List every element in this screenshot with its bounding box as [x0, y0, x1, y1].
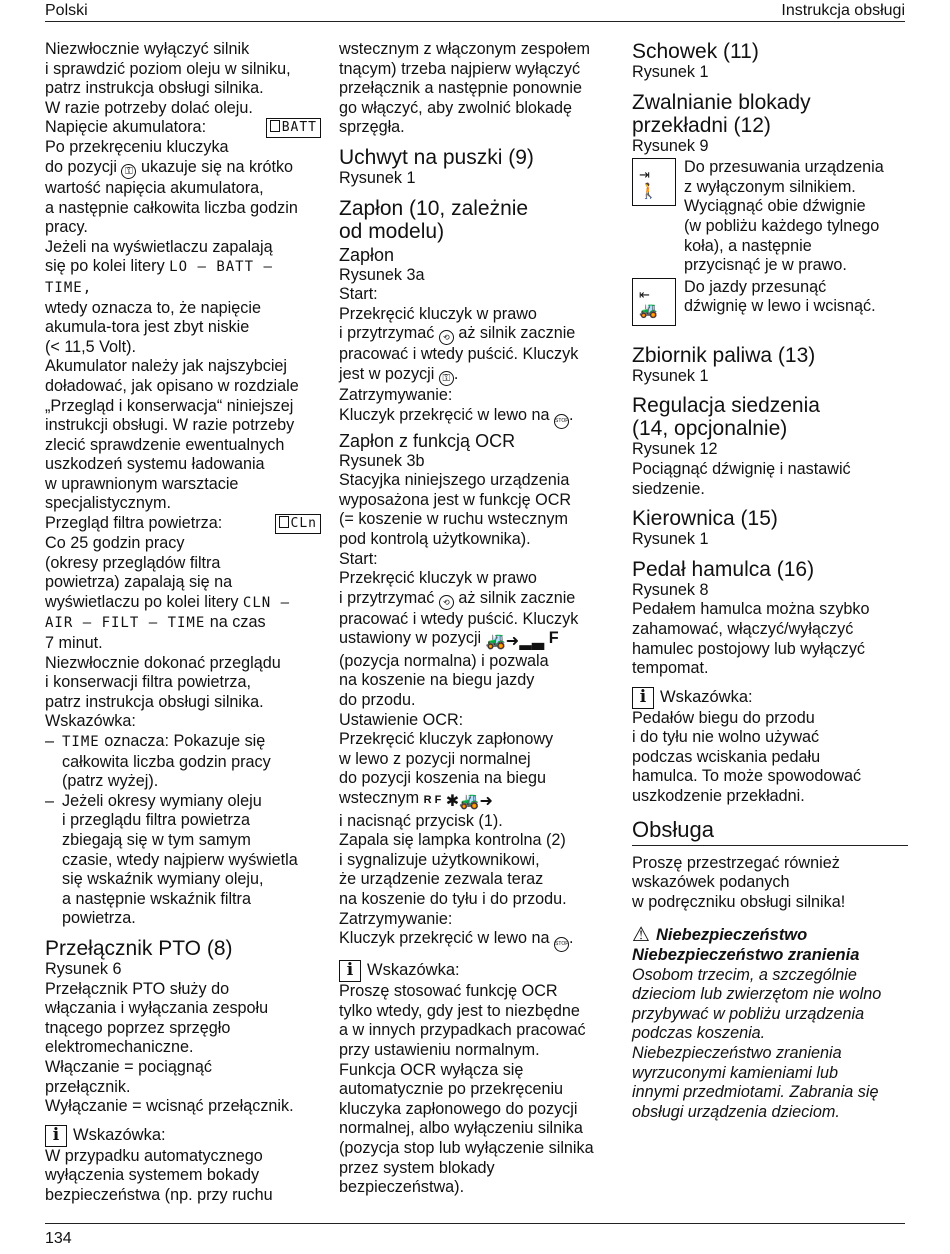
battery-key-text-b: ukazuje się na krótko wartość napięcia akumulatora, a następnie całkowita liczba godzin pracy. [45, 157, 298, 237]
start-text-c: . [453, 364, 459, 383]
note-text: Proszę stosować funkcję OCR tylko wtedy, gdy jest to niezbędne a w innych przypadkach pracować przy ustawieniu normalnym. Funkcja OCR wyłącza się automatycznie po przekręceniu kluczyka zapłonowego do pozycji normalnej, albo wyłączeniu silnika (pozycja stop lub wyłączenie silnika przez system blokady bezpieczeństwa). [339, 982, 594, 1197]
danger-box [632, 926, 908, 1122]
operation-heading: Obsługa [632, 817, 908, 846]
page-header [45, 0, 905, 22]
note-text: W przypadku automatycznego wyłączenia systemem bokady bezpieczeństwa (np. przy ruchu [45, 1146, 273, 1204]
reverse-position-label: R F [423, 794, 442, 807]
brake-figure-ref: Rysunek 8 [632, 580, 709, 599]
battery-voltage-row [45, 118, 321, 138]
filter-lcd-icon [275, 514, 321, 534]
gear-item-1-text: Do przesuwania urządzenia z wyłączonym silnikiem. Wyciągnąć obie dźwignie (w pobliżu każdego tylnego koła), a następnie przycisnąć je w prawo. [684, 158, 884, 275]
mower-reverse-icon: ✱🚜➜ [445, 792, 494, 811]
ocr-stop-text: Kluczyk przekręcić w lewo na STOP. [339, 929, 611, 952]
pto-switch-heading: Przełącznik PTO (8) [45, 936, 233, 960]
fuel-tank-heading: Zbiornik paliwa (13) [632, 343, 816, 367]
time-segment: TIME [62, 734, 100, 750]
ocr-setting-text-b: i nacisnąć przycisk (1). Zapala się lampka kontrolna (2) i sygnalizuje użytkownikowi, że urządzenie zezwala teraz na koszenie do tyłu i do przodu. [339, 811, 567, 908]
note-box [632, 687, 908, 807]
ocr-start-text-c: (pozycja normalna) i pozwala na koszenie na biegu jazdy do przodu. [339, 651, 549, 710]
gear-release-heading: Zwalnianie blokady przekładni (12) [632, 90, 811, 137]
note-box [339, 960, 611, 1198]
can-figure-ref: Rysunek 1 [339, 168, 416, 187]
start-text [339, 305, 611, 386]
steering-wheel-heading: Kierownica (15) [632, 507, 778, 531]
gear-instruction-drive [632, 278, 908, 326]
air-filter-segment-1: CLN – [242, 594, 291, 611]
pto-switch-text: Przełącznik PTO służy do włączania i wyłączania zespołu tnącego poprzez sprzęgło elektromechaniczne. Włączanie = pociągnąć przełącznik. Wyłączanie = wcisnąć przełącznik. [45, 979, 294, 1116]
info-icon: i [632, 687, 654, 709]
note-label: Wskazówka: [660, 687, 753, 706]
ocr-start-text-b: aż silnik zacznie pracować i wtedy puścić. Kluczyk ustawiony w pozycji [339, 588, 579, 648]
page-number: 134 [45, 1230, 72, 1247]
key-position-icon [439, 371, 454, 386]
forward-position-label: F [548, 629, 559, 648]
note-label: Wskazówka: [73, 1125, 166, 1144]
stop-text: Kluczyk przekręcić w lewo na STOP. [339, 406, 611, 429]
brake-pedal-text: Pedałem hamulca można szybko zahamować, włączyć/wyłączyć hamulec postojowy lub wyłączyć tempomat. [632, 600, 870, 678]
battery-charge-text: Akumulator należy jak najszybciej doładować, jak opisano w rozdziale „Przegląd i konserwacja“ niniejszej instrukcji obsługi. W razie potrzeby zlecić sprawdzenie ewentualnych uszkodzeń systemu ładowania w uprawnionym warsztacie specjalistycznym. [45, 357, 299, 513]
push-mower-icon: ⇥ 🚶 [632, 158, 676, 206]
pto-figure-ref: Rysunek 6 [45, 959, 122, 978]
air-filter-text [45, 534, 321, 654]
start-label: Start: [339, 285, 378, 304]
note-box [45, 1125, 321, 1206]
header-doc-title: Instrukcja obsługi [781, 2, 905, 19]
info-icon: i [45, 1125, 67, 1147]
column-1 [45, 40, 321, 1205]
danger-subtitle-text: Niebezpieczeństwo zranienia [632, 946, 860, 965]
battery-lcd-text: BATT [281, 120, 317, 136]
ignition-figure-ref: Rysunek 3a [339, 265, 425, 284]
ocr-stop-label: Zatrzymywanie: [339, 909, 453, 928]
air-filter-service-text: Niezwłocznie dokonać przeglądu i konserwacji filtra powietrza, patrz instrukcja obsługi silnika. [45, 653, 281, 711]
ocr-setting-label: Ustawienie OCR: [339, 710, 464, 729]
footer-divider [45, 1223, 905, 1224]
header-language: Polski [45, 2, 88, 19]
battery-lcd-icon [266, 118, 321, 138]
ocr-intro-text: Stacyjka niniejszego urządzenia wyposażona jest w funkcję OCR (= koszenie w ruchu wstecznym pod kontrolą użytkownika). [339, 471, 572, 548]
danger-title: Niebezpieczeństwo [655, 926, 808, 945]
danger-subtitle [632, 946, 908, 966]
note-label: Wskazówka: [367, 961, 460, 980]
stop-icon: STOP [554, 937, 569, 952]
low-battery-text-a: Jeżeli na wyświetlaczu zapalają się po kolei litery [45, 237, 273, 276]
stop-text-a: Kluczyk przekręcić w lewo na [339, 405, 555, 424]
hint-list [45, 732, 321, 929]
air-filter-row [45, 514, 321, 534]
can-holder-heading: Uchwyt na puszki (9) [339, 145, 534, 169]
battery-icon [270, 120, 280, 132]
low-battery-segment: LO – BATT – TIME, [45, 259, 273, 296]
key-turn-icon: ⟲ [439, 595, 454, 610]
gear-figure-ref: Rysunek 9 [632, 136, 709, 155]
operation-text: Proszę przestrzegać również wskazówek podanych w podręczniku obsługi silnika! [632, 853, 846, 911]
start-text-b: aż silnik zacznie pracować i wtedy puścić. Kluczyk jest w pozycji [339, 324, 579, 383]
ignition-subheading: Zapłon [339, 244, 395, 265]
ocr-setting-text-a: Przekręcić kluczyk zapłonowy w lewo z pozycji normalnej do pozycji koszenia na biegu wstecznym [339, 730, 554, 808]
ocr-ignition-subheading: Zapłon z funkcją OCR [339, 430, 516, 451]
gear-item-2-text: Do jazdy przesunąć dźwignię w lewo i wcisnąć. [684, 277, 876, 316]
start-text-a: Przekręcić kluczyk w prawo i przytrzymać [339, 304, 537, 343]
air-filter-segment-2: AIR – FILT – TIME [45, 615, 206, 632]
fuel-figure-ref: Rysunek 1 [632, 366, 709, 385]
battery-icon [279, 516, 289, 528]
ocr-setting-text [339, 730, 611, 909]
clutch-text: wstecznym z włączonym zespołem tnącym) trzeba najpierw wyłączyć przełącznik a następnie ponownie go włączyć, aby zwolnić blokadę sprzęgła. [339, 40, 590, 137]
column-3 [632, 40, 908, 1122]
seat-adjust-text: Pociągnąć dźwignię i nastawić siedzenie. [632, 459, 851, 498]
seat-figure-ref: Rysunek 12 [632, 440, 718, 459]
air-filter-text-a: Co 25 godzin pracy (okresy przeglądów filtra powietrza) zapalają się na wyświetlaczu po kolei litery [45, 534, 239, 611]
ocr-figure-ref: Rysunek 3b [339, 451, 425, 470]
filter-lcd-text: CLn [290, 516, 317, 532]
warning-triangle-icon: ⚠ [632, 924, 650, 947]
low-battery-text-b: wtedy oznacza to, że napięcie akumula-tora jest zbyt niskie (< 11,5 Volt). [45, 298, 261, 356]
danger-text: Osobom trzecim, a szczególnie dzieciom lub zwierzętom nie wolno przybywać w pobliżu urządzenia podczas koszenia. Niebezpieczeństwo zranienia wyrzuconymi kamieniami lub innymi przedmiotami. Zabrania się obsługi urządzenia dzieciom. [632, 965, 882, 1121]
brake-pedal-heading: Pedał hamulca (16) [632, 557, 815, 581]
storage-heading: Schowek (11) [632, 40, 759, 63]
ignition-heading: Zapłon (10, zależnie od modelu) [339, 196, 529, 243]
hint-label: Wskazówka: [45, 712, 136, 731]
battery-key-text [45, 138, 321, 237]
note-head [45, 1125, 321, 1147]
seat-adjust-heading: Regulacja siedzenia (14, opcjonalnie) [632, 394, 820, 441]
note-head [632, 687, 908, 709]
key-turn-icon: ⟲ [439, 330, 454, 345]
info-icon: i [339, 960, 361, 982]
ocr-start-label: Start: [339, 549, 378, 568]
air-filter-label: Przegląd filtra powietrza: [45, 514, 223, 533]
air-filter-text-b: na czas 7 minut. [45, 613, 266, 653]
hint-item [45, 732, 321, 792]
ocr-stop-text-a: Kluczyk przekręcić w lewo na [339, 929, 555, 948]
hint-item: – Jeżeli okresy wymiany oleju i przeglądu filtra powietrza zbiegają się w tym samym czasie, wtedy najpierw wyświetla się wskaźnik wymiany oleju, a następnie wskaźnik filtra powietrza. [45, 792, 321, 929]
oil-check-text: Niezwłocznie wyłączyć silnik i sprawdzić poziom oleju w silniku, patrz instrukcja obsługi silnika. W razie potrzeby dolać oleju. [45, 40, 291, 117]
gear-instruction-push [632, 158, 908, 276]
ocr-start-text-a: Przekręcić kluczyk w prawo i przytrzymać [339, 569, 537, 607]
steering-figure-ref: Rysunek 1 [632, 530, 709, 549]
battery-key-text-a: Po przekręceniu kluczyka do pozycji [45, 138, 229, 176]
ocr-start-text [339, 569, 611, 711]
low-battery-text [45, 238, 321, 358]
drive-mower-icon: ⇤ 🚜 [632, 278, 676, 326]
mower-forward-icon: 🚜➜▂▃ [485, 632, 545, 651]
note-head [339, 960, 611, 982]
note-text: Pedałów biegu do przodu i do tyłu nie wolno używać podczas wciskania pedału hamulca. To może spowodować uszkodzenie przekładni. [632, 708, 862, 806]
key-position-icon [121, 164, 136, 179]
storage-figure-ref: Rysunek 1 [632, 63, 709, 81]
column-2 [339, 40, 611, 1198]
danger-head [632, 926, 908, 946]
battery-voltage-label: Napięcie akumulatora: [45, 118, 207, 137]
hint-item-1-text: oznacza: Pokazuje się całkowita liczba godzin pracy (patrz wyżej). [62, 732, 271, 791]
stop-icon: STOP [554, 414, 569, 429]
stop-label: Zatrzymywanie: [339, 385, 453, 404]
